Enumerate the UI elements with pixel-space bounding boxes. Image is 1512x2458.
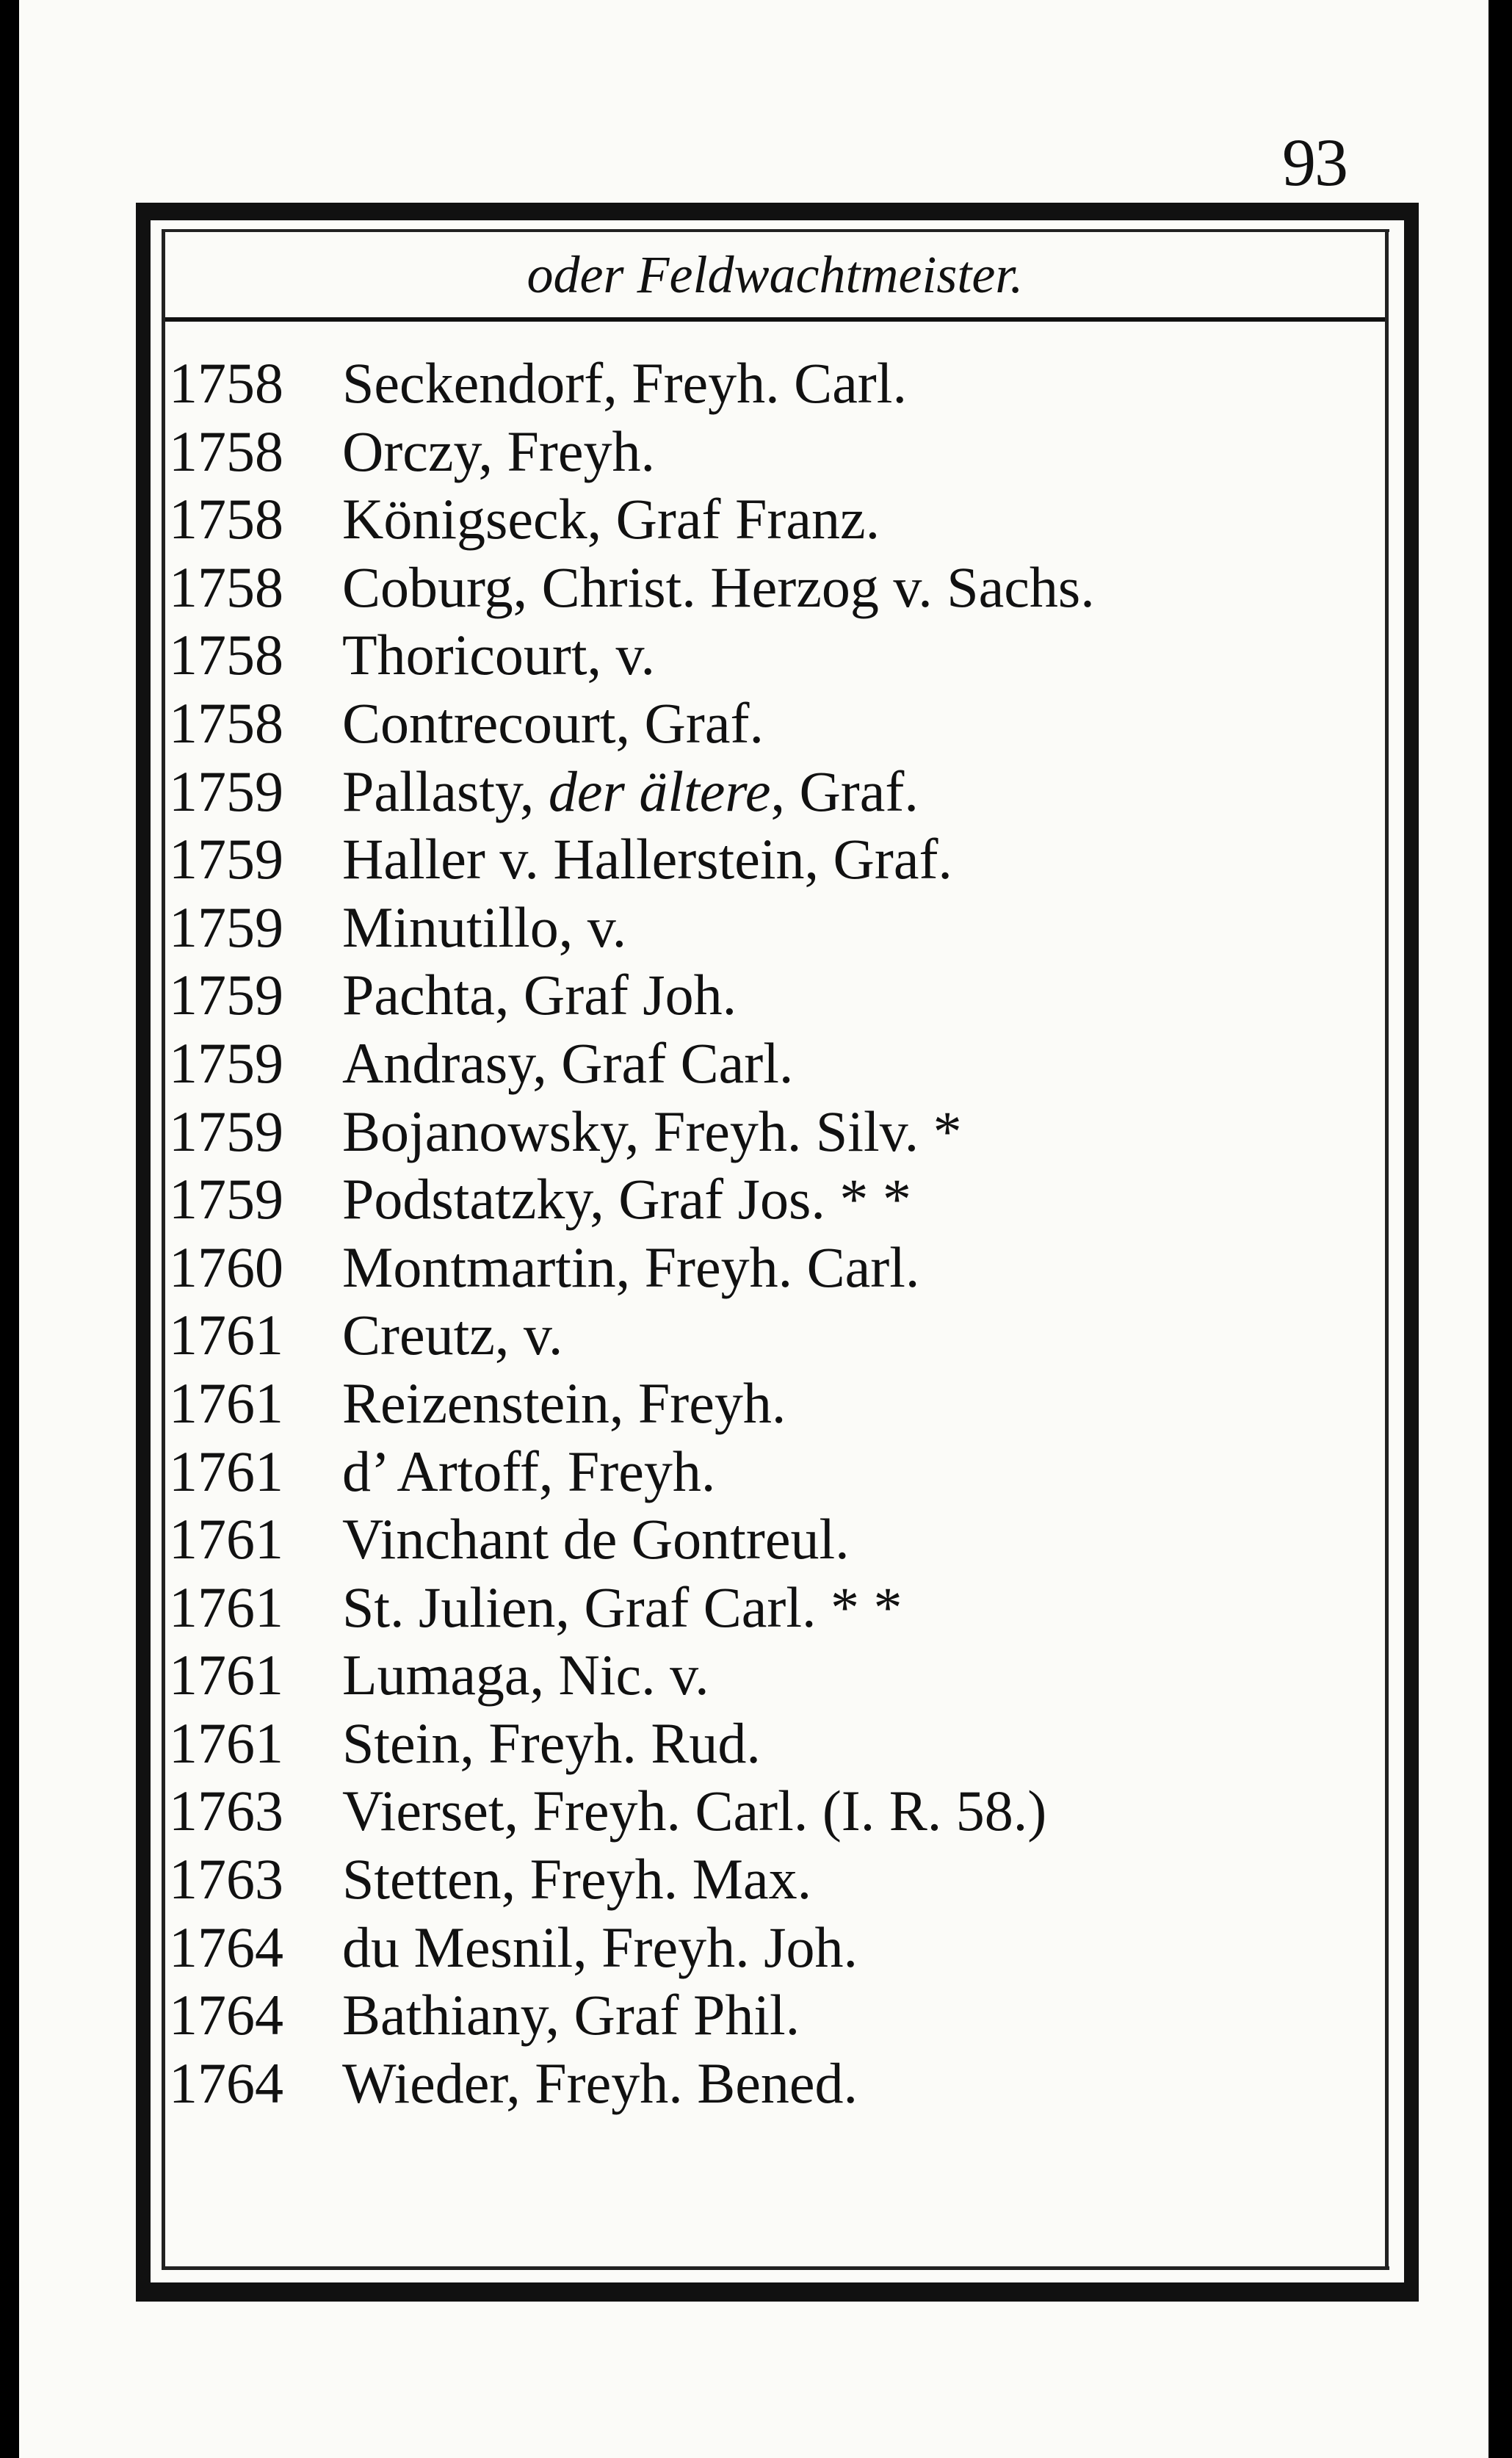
entry-name: du Mesnil, Freyh. Joh. [342,1915,858,1979]
list-item [169,1438,1381,1506]
entry-year: 1759 [169,759,283,823]
entry-name: Bojanowsky, Freyh. Silv. * [342,1099,962,1163]
list-item [169,1098,1381,1166]
header-rule [165,317,1385,322]
list-item [169,621,1381,690]
list-item [169,690,1381,758]
list-item [169,1846,1381,1914]
entry-name: Montmartin, Freyh. Carl. [342,1235,920,1299]
entry-year: 1761 [169,1643,283,1707]
list-item [169,1301,1381,1370]
list-item [169,1574,1381,1642]
entry-year: 1764 [169,1983,283,2047]
entry-year: 1759 [169,1099,283,1163]
entry-name: St. Julien, Graf Carl. * * [342,1575,903,1639]
running-header: oder Feldwachtmeister. [527,245,1024,304]
frame-border-right [1404,203,1419,2302]
entry-name: Lumaga, Nic. v. [342,1643,709,1707]
frame-border-top [136,203,1417,220]
list-item [169,2050,1381,2118]
entry-year: 1758 [169,351,283,415]
list-item [169,758,1381,826]
entry-year: 1758 [169,554,283,619]
entry-name: Thoricourt, v. [342,623,655,687]
entry-name: Reizenstein, Freyh. [342,1370,786,1435]
frame-inner-top [162,229,1389,232]
list-item [169,1505,1381,1574]
list-item [169,554,1381,622]
entry-name: Vinchant de Gontreul. [342,1507,850,1572]
entry-year: 1759 [169,1167,283,1232]
list-item [169,1030,1381,1098]
entry-name: Minutillo, v. [342,894,627,959]
entry-year: 1764 [169,1915,283,1979]
entry-name: Coburg, Christ. Herzog v. Sachs. [342,554,1095,619]
entry-list [169,350,1381,2117]
entry-year: 1763 [169,1847,283,1912]
entry-name: Wieder, Freyh. Bened. [342,2050,858,2115]
list-item [169,894,1381,962]
entry-name: Orczy, Freyh. [342,419,655,483]
entry-name: d’ Artoff, Freyh. [342,1439,716,1503]
entry-year: 1758 [169,690,283,755]
entry-name: Bathiany, Graf Phil. [342,1983,800,2047]
frame-inner-left [162,229,165,2270]
entry-name: Pachta, Graf Joh. [342,963,737,1027]
list-item [169,961,1381,1030]
entry-year: 1761 [169,1370,283,1435]
entry-name: Andrasy, Graf Carl. [342,1030,794,1095]
frame-border-bottom [136,2282,1417,2302]
entry-year: 1759 [169,827,283,892]
list-item [169,1641,1381,1710]
entry-year: 1759 [169,963,283,1027]
entry-name: Creutz, v. [342,1303,563,1367]
list-item [169,1914,1381,1982]
entry-name: Pallasty, [342,759,549,823]
list-item [169,1777,1381,1846]
entry-name: Stetten, Freyh. Max. [342,1847,812,1912]
entry-name: Stein, Freyh. Rud. [342,1710,761,1775]
entry-year: 1761 [169,1303,283,1367]
list-item [169,1165,1381,1234]
entry-year: 1759 [169,894,283,959]
list-item [169,1370,1381,1438]
list-item [169,485,1381,554]
page-number: 93 [1282,125,1347,200]
entry-name: Haller v. Hallerstein, Graf. [342,827,952,892]
entry-name: Contrecourt, Graf. [342,690,764,755]
entry-name: Vierset, Freyh. Carl. (I. R. 58.) [342,1779,1047,1843]
entry-year: 1758 [169,623,283,687]
list-item [169,418,1381,486]
entry-year: 1763 [169,1779,283,1843]
list-item [169,825,1381,894]
entry-year: 1764 [169,2050,283,2115]
entry-year: 1761 [169,1439,283,1503]
entry-year: 1761 [169,1507,283,1572]
entry-year: 1760 [169,1235,283,1299]
frame-inner-bottom [162,2266,1389,2270]
entry-year: 1761 [169,1575,283,1639]
entry-year: 1759 [169,1030,283,1095]
entry-name: Königseck, Graf Franz. [342,487,880,552]
entry-name-italic: der ältere [548,759,771,823]
list-item [169,350,1381,418]
list-item [169,1981,1381,2050]
entry-year: 1758 [169,487,283,552]
entry-name-suffix: , Graf. [770,759,919,823]
entry-name-mixed [342,758,919,825]
frame-inner-right [1385,229,1389,2270]
entry-year: 1758 [169,419,283,483]
list-item [169,1710,1381,1778]
entry-name: Seckendorf, Freyh. Carl. [342,351,907,415]
entry-year: 1761 [169,1710,283,1775]
entry-name: Podstatzky, Graf Jos. * * [342,1167,911,1232]
frame-border-left [136,203,151,2302]
list-item [169,1234,1381,1302]
